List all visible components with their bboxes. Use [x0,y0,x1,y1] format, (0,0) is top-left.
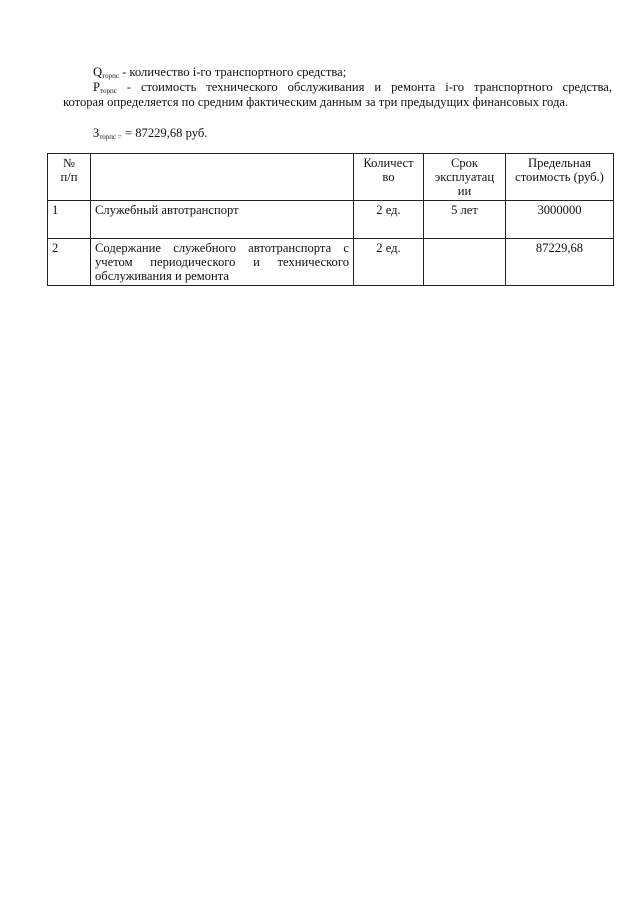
header-name [91,154,354,201]
p-definition-line2: которая определяется по средним фактическим данным за три предыдущих финансовых года. [63,95,569,109]
table-row [48,239,614,286]
row2-term [424,239,506,286]
row2-number: 2 [48,239,91,286]
row1-number: 1 [48,201,91,239]
header-term [424,154,506,201]
q-symbol: Q [93,65,103,79]
header-price [506,154,614,201]
row1-quantity: 2 ед. [354,201,424,239]
row2-name-line3: обслуживания и ремонта [95,269,229,283]
header-number-line1: № [62,156,76,170]
row1-term: 5 лет [424,201,506,239]
formula-symbol: З [93,126,100,140]
q-text: - количество i-го транспортного средства; [118,65,347,79]
row2-name-line2: учетом периодического и технического [95,255,349,269]
header-number-line2: п/п [60,170,78,184]
q-subscript: торпс [102,72,119,80]
row2-name-line1: Содержание служебного автотранспорта с [95,241,349,255]
p-text-line1: - стоимость технического обслуживания и ремонта i-го транспортного средства, [116,80,612,94]
row1-price: 3000000 [506,201,614,239]
formula-line [93,126,207,145]
header-number [48,154,91,201]
row2-quantity: 2 ед. [354,239,424,286]
header-quantity-line2: во [382,170,395,184]
row1-name: Служебный автотранспорт [91,201,354,239]
formula-text: = 87229,68 руб. [121,126,208,140]
p-subscript: торпс [100,87,117,95]
header-price-line1: Предельная [528,156,591,170]
cost-table [47,153,614,286]
row2-price: 87229,68 [506,239,614,286]
formula-subscript: торпс = [99,133,122,141]
row2-name [91,239,354,286]
p-symbol: P [93,80,101,94]
header-term-line3: ии [457,184,472,198]
table-header-row [48,154,614,201]
header-price-line2: стоимость (руб.) [515,170,604,184]
table-row [48,201,614,239]
header-quantity [354,154,424,201]
header-term-line1: Срок [450,156,479,170]
header-quantity-line1: Количест [363,156,414,170]
header-term-line2: эксплуатац [434,170,495,184]
